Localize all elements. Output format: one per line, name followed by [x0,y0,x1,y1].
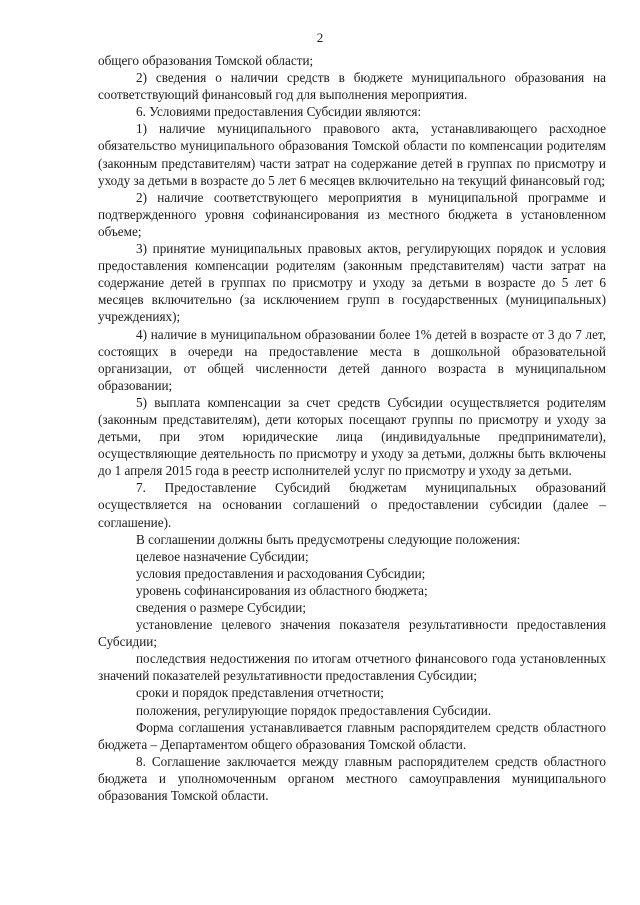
paragraph-item-6-1: 1) наличие муниципального правового акта, устанавливающего расходное обязательство муниципального образования Томской области по компенсации родителям (законным представителям) части затрат на содержание детей в группах по присмотру и уходу за детьми в возрасте до 5 лет 6 месяцев включительно на текущий финансовый год; [98,121,606,188]
paragraph-item-5-2: 2) сведения о наличии средств в бюджете муниципального образования на соответствующий финансовый год для выполнения мероприятия. [98,70,606,103]
paragraph-section-8: 8. Соглашение заключается между главным распорядителем средств областного бюджета и уполномоченным органом местного самоуправления муниципального образования Томской области. [98,753,606,804]
paragraph-provision-conditions: условия предоставления и расходования Субсидии; [136,565,426,581]
paragraph-provision-reporting: сроки и порядок представления отчетности; [136,685,384,701]
paragraph-provision-target-value: установление целевого значения показателя результативности предоставления Субсидии; [98,617,606,650]
paragraph-provision-consequences: последствия недостижения по итогам отчетного финансового года установленных значений показателей результативности предоставления Субсидии; [98,651,606,684]
paragraph-item-6-2: 2) наличие соответствующего мероприятия в муниципальной программе и подтвержденного уровня софинансирования из местного бюджета в установленном объеме; [98,189,606,239]
paragraph-item-6-5: 5) выплата компенсации за счет средств Субсидии осуществляется родителям (законным представителям), дети которых посещают группы по присмотру и уходу за детьми, при этом юридические лица (индивидуальные предприниматели), осуществляющие деятельность по присмотру и уходу за детьми, должны быть включены до 1 апреля 2015 года в реестр исполнителей услуг по присмотру и уходу за детьми. [98,394,606,479]
document-body [98,52,606,804]
paragraph-section-7: 7. Предоставление Субсидий бюджетам муниципальных образований осуществляется на основании соглашений о предоставлении субсидии (далее – соглашение). [98,480,606,530]
page-number: 2 [316,30,324,45]
paragraph-item-6-4: 4) наличие в муниципальном образовании более 1% детей в возрасте от 3 до 7 лет, состоящих в очереди на предоставление места в дошкольной образовательной организации, от общей численности детей данного возраста в муниципальном образовании; [98,326,606,393]
paragraph-provision-cofinancing: уровень софинансирования из областного бюджета; [136,582,428,598]
paragraph-provision-regulations: положения, регулирующие порядок предоставления Субсидии. [136,702,492,718]
paragraph-provision-purpose: целевое назначение Субсидии; [136,548,309,564]
paragraph-agreement-provisions-intro: В соглашении должны быть предусмотрены следующие положения: [136,531,521,547]
paragraph-continuation: общего образования Томской области; [98,53,314,68]
paragraph-provision-amount: сведения о размере Субсидии; [136,600,307,615]
paragraph-item-6-3: 3) принятие муниципальных правовых актов, регулирующих порядок и условия предоставления компенсации родителям (законным представителям) части затрат на содержание детей в группах по присмотру и уходу за детьми в возрасте до 5 лет 6 месяцев включительно (за исключением групп в государственных (муниципальных) учреждениях); [98,241,606,325]
paragraph-section-6-heading: 6. Условиями предоставления Субсидии являются: [136,104,422,120]
paragraph-agreement-form: Форма соглашения устанавливается главным распорядителем средств областного бюджета – Департаментом общего образования Томской области. [98,719,606,752]
